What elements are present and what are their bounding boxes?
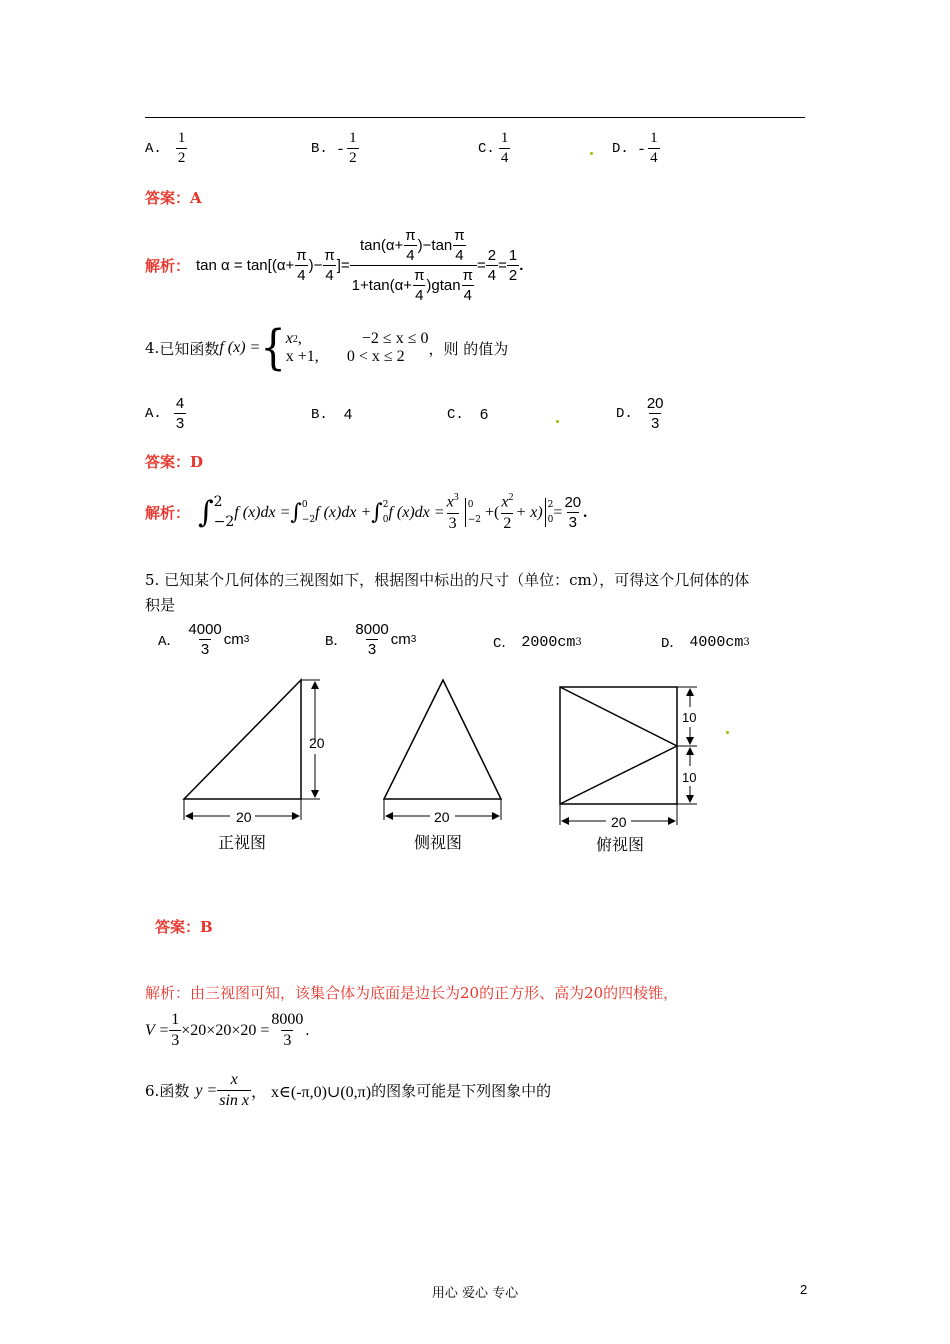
dim-label-top-lower: 10 xyxy=(682,770,697,785)
front-view-label: 正视图 xyxy=(218,833,267,852)
decorative-dot xyxy=(726,731,729,734)
function-name: f (x) = xyxy=(219,339,261,356)
question-text: 已知函数 xyxy=(159,339,220,358)
dim-label-front-height: 20 xyxy=(309,735,325,751)
dim-label-side-width: 20 xyxy=(434,809,450,825)
q4-answer: 答案：D xyxy=(145,453,204,471)
dim-label-top-width: 20 xyxy=(611,814,627,830)
fraction: $\frac{2}{4}$ xyxy=(487,247,497,284)
fraction: $\frac{4000}{3}$ xyxy=(188,621,222,658)
minus-sign: - xyxy=(638,139,645,157)
answer-value: A xyxy=(190,189,202,207)
integral-sign: ∫ xyxy=(371,500,383,526)
three-view-figure xyxy=(170,672,750,862)
case-1: x 2 , −2 ≤ x ≤ 0 xyxy=(285,330,429,347)
fraction: $\frac{1}{4}$ xyxy=(500,130,509,166)
dim-label-top-upper: 10 xyxy=(682,710,697,725)
side-view-label: 侧视图 xyxy=(414,833,463,852)
fraction: $\frac{4}{3}$ xyxy=(175,395,185,432)
analysis-label: 解析： xyxy=(145,257,191,275)
q3-option-b xyxy=(311,131,359,166)
q5-volume-formula: V = $\frac{1}{3}$ ×20×20×20 = $\frac{8000}{3}$ . xyxy=(145,1011,310,1049)
big-fraction: tan(α+ $\frac{\pi}{4}$ )−tan $\frac{\pi}{4}$ 1+tan(α+ $\frac{\pi}{4}$ )gtan $\frac{\pi}{4}$ xyxy=(350,228,477,303)
q3-option-d xyxy=(612,131,660,166)
decorative-dot xyxy=(590,152,593,155)
fraction: $\frac{20}{3}$ xyxy=(564,494,582,532)
option-label: B. xyxy=(311,140,328,157)
fraction: $\frac{1}{3}$ xyxy=(171,1011,180,1049)
fraction: $\frac{\pi}{4}$ xyxy=(296,247,307,284)
minus-sign: - xyxy=(337,139,344,157)
piecewise-cases xyxy=(286,330,429,366)
q4-option-d: D. $\frac{20}{3}$ xyxy=(616,395,664,432)
q3-analysis: 解析： tan α = tan[(α+ $\frac{\pi}{4}$ )− $\frac{\pi}{4}$ ]= tan(α+ $\frac{\pi}{4}$ )−tan $\frac{\pi}{4}$ 1+tan(α+ $\frac{\pi}{4}$ )gtan $\frac{\pi}{4}$ = $\frac{2}{4}$ = $\frac{1}{2}$ . xyxy=(145,227,524,304)
question-tail: ，则 的值为 xyxy=(428,339,509,358)
q5-stem-line1: 5. 已知某个几何体的三视图如下，根据图中标出的尺寸（单位：cm），可得这个几何体的体 xyxy=(145,571,750,589)
q5-option-a: A． $\frac{4000}{3}$ cm 3 xyxy=(158,621,250,658)
q4-option-b: B. 4 xyxy=(311,406,353,423)
brace: { xyxy=(260,320,286,376)
q4-stem xyxy=(145,320,509,376)
q4-analysis: 解析： ∫ 2 −2 f (x)dx = ∫ 0 −2 f (x)dx + ∫ 2 0 f (x)dx = $\frac{x^3}{3}$ 0 −2 +( $\frac{x^2}{2}$ + x) 2 0 = $\frac{20}{3}$ . xyxy=(145,492,588,532)
fraction: $\frac{\pi}{4}$ xyxy=(405,227,416,264)
fraction: $\frac{x}{\text{sin x}}$ xyxy=(219,1071,250,1109)
q3-option-a xyxy=(145,131,187,166)
fraction: $\frac{1}{2}$ xyxy=(508,247,518,284)
footer-text: 用心 爱心 专心 xyxy=(431,1286,519,1301)
fraction: $\frac{\pi}{4}$ xyxy=(324,247,335,284)
fraction: $\frac{1}{2}$ xyxy=(349,130,357,166)
fraction: $\frac{1}{2}$ xyxy=(177,130,186,166)
question-number: 4. xyxy=(145,339,160,357)
option-label: C. xyxy=(478,140,495,157)
q3-option-c xyxy=(478,131,510,166)
decorative-dot xyxy=(556,420,559,423)
front-view xyxy=(184,680,320,820)
q5-analysis: 解析：由三视图可知，该集合体为底面是边长为20的正方形、高为20的四棱锥， xyxy=(145,984,679,1002)
q4-option-c: C. 6 xyxy=(447,406,489,423)
q5-option-b: B． $\frac{8000}{3}$ cm 3 xyxy=(325,621,417,658)
option-label: A. xyxy=(145,140,162,157)
q5-stem-line2: 积是 xyxy=(145,596,176,614)
fraction: $\frac{x^3}{3}$ xyxy=(446,492,459,532)
integral-sign: ∫ xyxy=(198,495,214,531)
dim-label-front-width: 20 xyxy=(236,809,252,825)
side-view xyxy=(384,680,501,820)
fraction: $\frac{20}{3}$ xyxy=(646,395,664,432)
case-2: x +1, 0 < x ≤ 2 xyxy=(285,348,405,365)
fraction: $\frac{8000}{3}$ xyxy=(271,1011,304,1049)
header-rule xyxy=(145,117,805,118)
fraction: $\frac{8000}{3}$ xyxy=(355,621,389,658)
fraction: $\frac{\pi}{4}$ xyxy=(462,267,473,304)
q3-answer xyxy=(145,187,202,208)
formula-close: ]= xyxy=(336,257,350,274)
fraction: $\frac{1}{4}$ xyxy=(650,130,658,166)
fraction: $\frac{\pi}{4}$ xyxy=(454,227,465,264)
q5-option-c: C． 2000cm 3 xyxy=(493,633,582,652)
page-number: 2 xyxy=(800,1282,808,1297)
formula-mid: )− xyxy=(308,257,323,274)
q5-answer: 答案：B xyxy=(155,918,213,936)
q4-option-a: A. $\frac{4}{3}$ xyxy=(145,395,185,432)
fraction: $\frac{\pi}{4}$ xyxy=(414,267,425,304)
answer-label: 答案： xyxy=(145,189,191,207)
question-number: 6. xyxy=(145,1081,160,1100)
fraction: $\frac{x^2}{2}$ xyxy=(501,492,514,532)
integral-sign: ∫ xyxy=(290,500,302,526)
top-view-label: 俯视图 xyxy=(596,835,645,854)
q6-stem: 6. 函数 y = $\frac{x}{\text{sin x}}$ ， x∈(-π,0)∪(0,π) 的图象可能是下列图象中的 xyxy=(145,1071,552,1109)
option-label: D. xyxy=(612,140,629,157)
top-view xyxy=(560,687,697,825)
q5-option-d: D． 4000cm 3 xyxy=(661,633,750,652)
formula-lhs: tan α = tan[(α+ xyxy=(196,257,295,274)
